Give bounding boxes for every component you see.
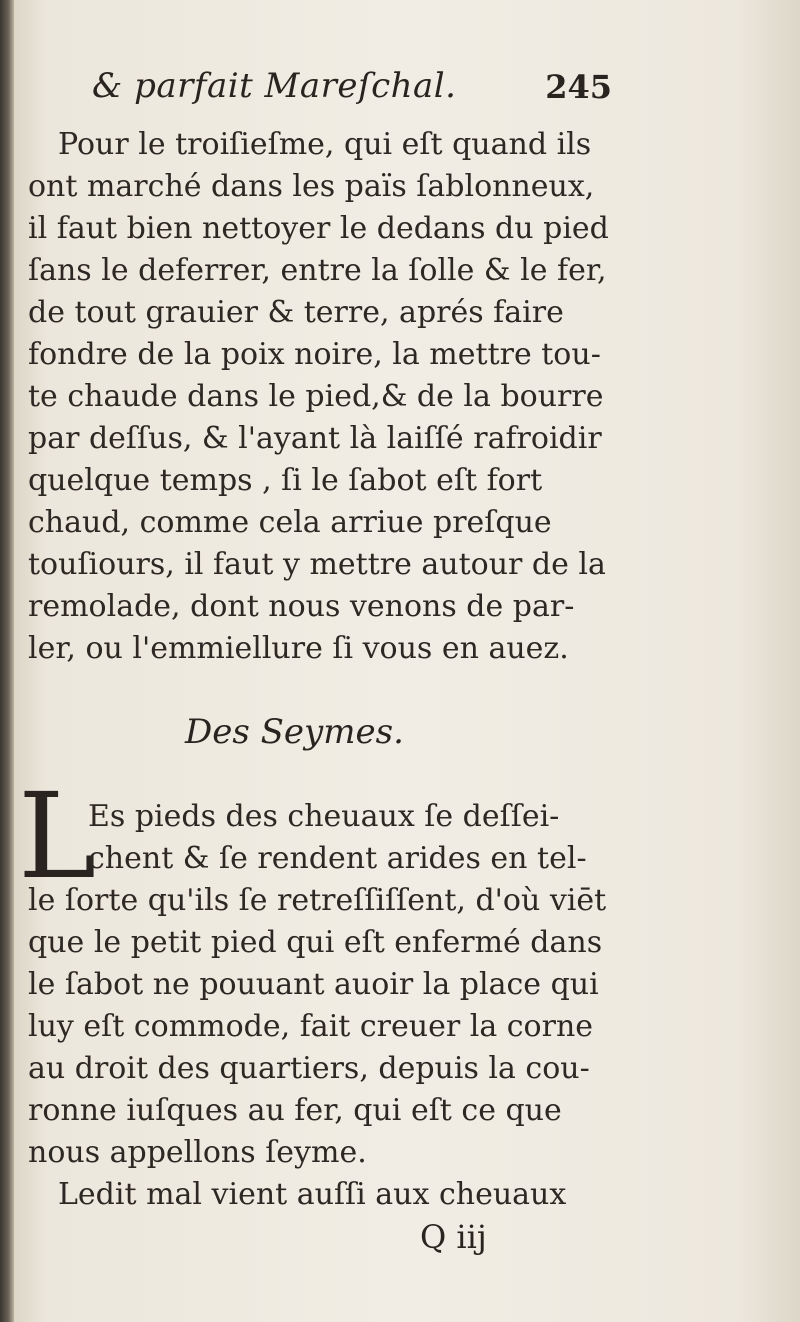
- running-title: & parfait Mareſchal.: [92, 66, 457, 106]
- text-line: que le petit pied qui eſt enfermé dans: [28, 925, 603, 960]
- paragraph-1: [28, 124, 609, 670]
- text-line: le ſorte qu'ils ſe retreſſiſſent, d'où viēt: [28, 883, 607, 918]
- paragraph-2: [28, 796, 607, 1216]
- text-line: de tout grauier & terre, aprés faire: [28, 295, 564, 330]
- text-line: Es pieds des cheuaux ſe deſſei-: [88, 799, 560, 834]
- text-line: ont marché dans les païs ſablonneux,: [28, 169, 595, 204]
- text-line: te chaude dans le pied,& de la bourre: [28, 379, 604, 414]
- text-line: nous appellons ſeyme.: [28, 1135, 367, 1170]
- page-number: 245: [545, 68, 612, 106]
- text-line: au droit des quartiers, depuis la cou-: [28, 1051, 590, 1086]
- text-line: il faut bien nettoyer le dedans du pied: [28, 211, 609, 246]
- text-line: chaud, comme cela arriue preſque: [28, 505, 552, 540]
- text-line: luy eſt commode, fait creuer la corne: [28, 1009, 594, 1044]
- text-line: ler, ou l'emmiellure ſi vous en auez.: [28, 631, 569, 666]
- drop-cap: L: [18, 767, 97, 905]
- text-line: par deſſus, & l'ayant là laiſſé rafroidir: [28, 421, 602, 456]
- section-title: Des Seymes.: [185, 712, 404, 752]
- text-line: le ſabot ne pouuant auoir la place qui: [28, 967, 599, 1002]
- book-binding-edge: [0, 0, 14, 1322]
- text-line: ronne iuſques au fer, qui eſt ce que: [28, 1093, 562, 1128]
- text-line: ſans le deferrer, entre la ſolle & le fer,: [28, 253, 607, 288]
- text-line: remolade, dont nous venons de par-: [28, 589, 575, 624]
- text-line: fondre de la poix noire, la mettre tou-: [28, 337, 601, 372]
- text-line: chent & ſe rendent arides en tel-: [88, 841, 587, 876]
- text-line: Pour le troiſieſme, qui eſt quand ils: [58, 127, 592, 162]
- text-line: quelque temps , ſi le ſabot eſt fort: [28, 463, 543, 498]
- text-line: Ledit mal vient auſſi aux cheuaux: [58, 1177, 567, 1212]
- page-header: [92, 66, 612, 122]
- text-line: touſiours, il faut y mettre autour de la: [28, 547, 606, 582]
- signature-mark: Q iij: [420, 1218, 487, 1256]
